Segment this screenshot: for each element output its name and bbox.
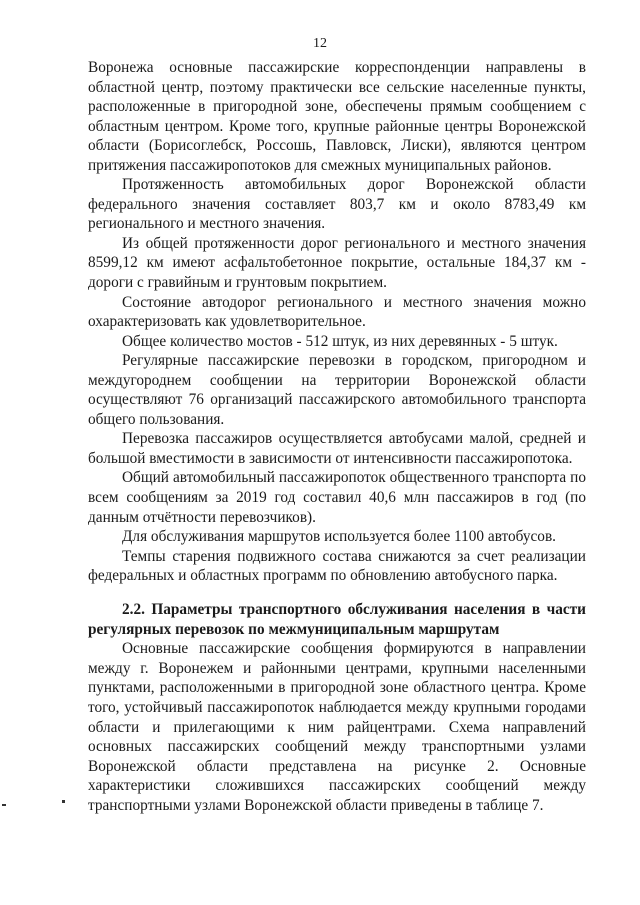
scan-mark bbox=[2, 804, 6, 806]
paragraph: Состояние автодорог регионального и местного значения можно охарактеризовать как удовлетворительное. bbox=[88, 293, 586, 331]
paragraph: Основные пассажирские сообщения формируются в направлении между г. Воронежем и районными центрами, крупными населенными пунктами, расположенными в пригородной зоне областного центра. Кроме того, устойчивый пассажиропоток наблюдается между крупными городами области и прилегающими к ним райцентрами. Схема направлений основных пассажирских сообщений между транспортными узлами Воронежской области представлена на рисунке 2. Основные характеристики сложившихся пассажирских сообщений между транспортными узлами Воронежской области приведены в таблице 7. bbox=[88, 640, 586, 814]
section-heading: 2.2. Параметры транспортного обслуживания населения в части регулярных перевозок по межмуниципальным маршрутам bbox=[88, 601, 586, 638]
paragraph: Темпы старения подвижного состава снижаются за счет реализации федеральных и областных программ по обновлению автобусного парка. bbox=[88, 547, 586, 585]
paragraph: Перевозка пассажиров осуществляется автобусами малой, средней и большой вместимости в зависимости от интенсивности пассажиропотока. bbox=[88, 430, 586, 467]
paragraph: Общий автомобильный пассажиропоток общественного транспорта по всем сообщениям за 2019 год составил 40,6 млн пассажиров в год (по данным отчётности перевозчиков). bbox=[88, 469, 586, 526]
document-body bbox=[88, 58, 586, 815]
paragraph: Регулярные пассажирские перевозки в городском, пригородном и междугороднем сообщении на территории Воронежской области осуществляют 76 организаций пассажирского автомобильного транспорта общего пользования. bbox=[88, 352, 586, 428]
paragraph: Общее количество мостов - 512 штук, из них деревянных - 5 штук. bbox=[122, 332, 558, 350]
scan-mark bbox=[62, 800, 65, 803]
page-number: 12 bbox=[313, 36, 327, 51]
paragraph: Протяженность автомобильных дорог Воронежской области федерального значения составляет 803,7 км и около 8783,49 км регионального и местного значения. bbox=[88, 176, 586, 233]
paragraph: Воронежа основные пассажирские корреспонденции направлены в областной центр, поэтому практически все сельские населенные пункты, расположенные в пригородной зоне, обеспечены прямым сообщением с областным центром. Кроме того, крупные районные центры Воронежской области (Борисоглебск, Россошь, Павловск, Лиски), являются центром притяжения пассажиропотоков для смежных муниципальных районов. bbox=[88, 59, 586, 174]
paragraph: Для обслуживания маршрутов используется более 1100 автобусов. bbox=[122, 528, 557, 546]
paragraph: Из общей протяженности дорог регионального и местного значения 8599,12 км имеют асфальтобетонное покрытие, остальные 184,37 км - дороги с гравийным и грунтовым покрытием. bbox=[88, 234, 586, 292]
